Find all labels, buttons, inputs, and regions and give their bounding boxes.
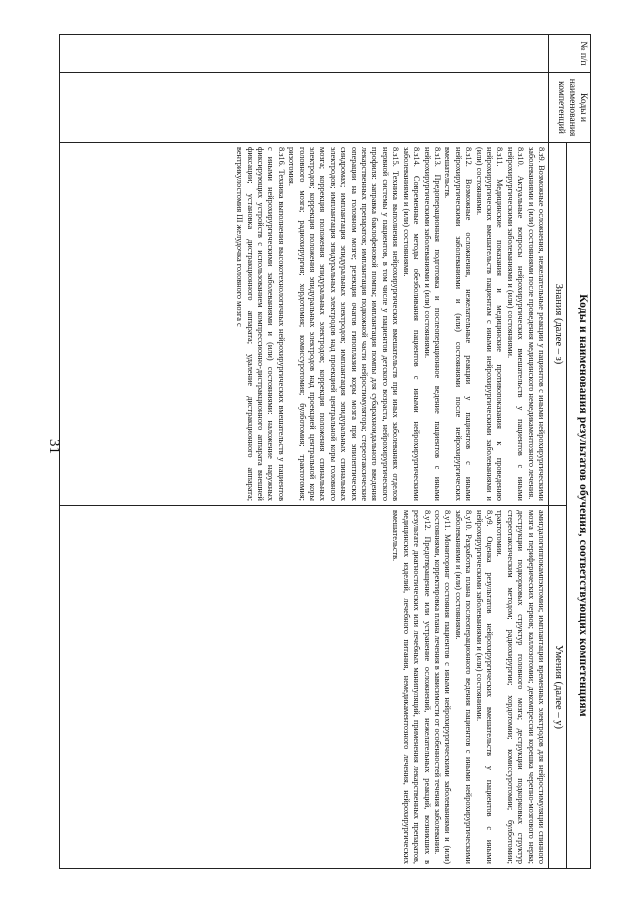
skills-item: амигдалогиппокампэктомии; имплантации временных электродов для нейростимуляции спинного мозга и периферических нервов; каллозотомии; декомпрессии корешка черепно-мозгового нерва; деструкции подкорковых структур головного мозга; деструкции подкорковых структур стереотаксическим методом; радиохирургии; хордотомии; комиссуротомии; булботомии; трактотомии. [495, 510, 546, 864]
header-number: № п/п [549, 35, 591, 73]
knowledge-cell [60, 143, 549, 506]
knowledge-item: 8.з14. Современные методы обезболивания пациентов с иными нейрохирургическими заболеваниями и (или) состояниями. [401, 147, 422, 501]
knowledge-item: 8.з15. Техника выполнения нейрохирургических вмешательств при иных заболеваниях отделов нервной системы у пациентов, в том числе у пациентов детского возраста, нейрохирургического профиля: заправка баклофеновой помпы; имплантация помпы для субарахноидального введения лекарственных препаратов; имплантация подкожной части нейростимулятора; стереотаксические операции на головном мозге; резекция очагов гипоплазии коры мозга при эпилептических синдромах; имплантация эпидуральных электродов; имплантация эпидуральных спинальных электродов; имплантация эпидуральных электродов над проекцией центральной коры головного мозга; коррекция положения эпидуральных электродов; коррекция положения спинальных электродов; коррекция положения эпидуральных электродов над проекцией центральной коры головного мозга; радиохирургия; хордотомия; комиссуротомия; булботомия; трактотомия; ризотомия. [287, 147, 401, 501]
skills-item: 8.у10. Разработка плана послеоперационного ведения пациентов с иными нейрохирургическими заболеваниями и (или) состояниями. [453, 510, 474, 864]
knowledge-item: 8.з10. Актуальные вопросы нейрохирургических вмешательств у пациентов с иными нейрохирургическими заболеваниями и (или) состояниями. [505, 147, 526, 501]
header-knowledge: Знания (далее – з) [549, 143, 567, 506]
header-skills: Умения (далее – у) [549, 506, 567, 869]
header-group-title: Коды и наименования результатов обучения, соответствующих компетенциям [567, 143, 591, 869]
competency-table [59, 34, 591, 869]
number-cell [60, 35, 549, 73]
knowledge-item: 8.з16. Техника выполнения высокотехнологичных нейрохирургических вмешательств у пациентов с иными нейрохирургическими заболеваниями и (или) состояниями: наложение наружных фиксирующих устройств с использованием компрессионно-дистракционного аппарата внешней фиксации; установка дистракционного аппарата; удаление дистракционного аппарата; вентрикулостомия III желудочка головного мозга с [235, 147, 286, 501]
knowledge-item: 8.з13. Предоперационная подготовка и послеоперационное ведение пациентов с иными нейрохирургическими заболеваниями и (или) состояниями. [422, 147, 442, 501]
skills-item: 8.у9. Оценка результатов нейрохирургических вмешательств у пациентов с иными нейрохирургическими заболеваниями и (или) состояниями. [474, 510, 494, 864]
rotated-table-container [59, 34, 591, 869]
skills-item: 8.у11. Мониторинг состояния пациентов с иными нейрохирургическими заболеваниями и (или) состояниями, корректировка плана лечения в зависимости от особенностей течения заболевания. [432, 510, 453, 864]
skills-cell [60, 506, 549, 869]
codes-cell [60, 73, 549, 143]
knowledge-item: 8.з11. Медицинские показания и медицинские противопоказания к проведению нейрохирургических вмешательств пациентам с иными нейрохирургическими заболеваниями и (или) состояниями. [474, 147, 505, 501]
page-number: 31 [46, 439, 62, 454]
knowledge-item: 8.з12. Возможные осложнения, нежелательные реакции у пациентов с иными нейрохирургическими заболеваниями и (или) состояниями после нейрохирургических вмешательств. [443, 147, 474, 501]
header-codes: Коды и наименования компетенций [549, 73, 591, 143]
knowledge-item: 8.з9. Возможные осложнения, нежелательные реакции у пациентов с иными нейрохирургическими заболеваниями и (или) состояниями после проведения медицинского немедикаментозного лечения. [526, 147, 546, 501]
skills-item: 8.у12. Предотвращение или устранение осложнений, нежелательных реакций, возникших в результате диагностических или лечебных манипуляций, применения лекарственных препаратов, медицинских изделий, лечебного питания, немедикаментозного лечения, нейрохирургических вмешательств. [391, 510, 432, 864]
